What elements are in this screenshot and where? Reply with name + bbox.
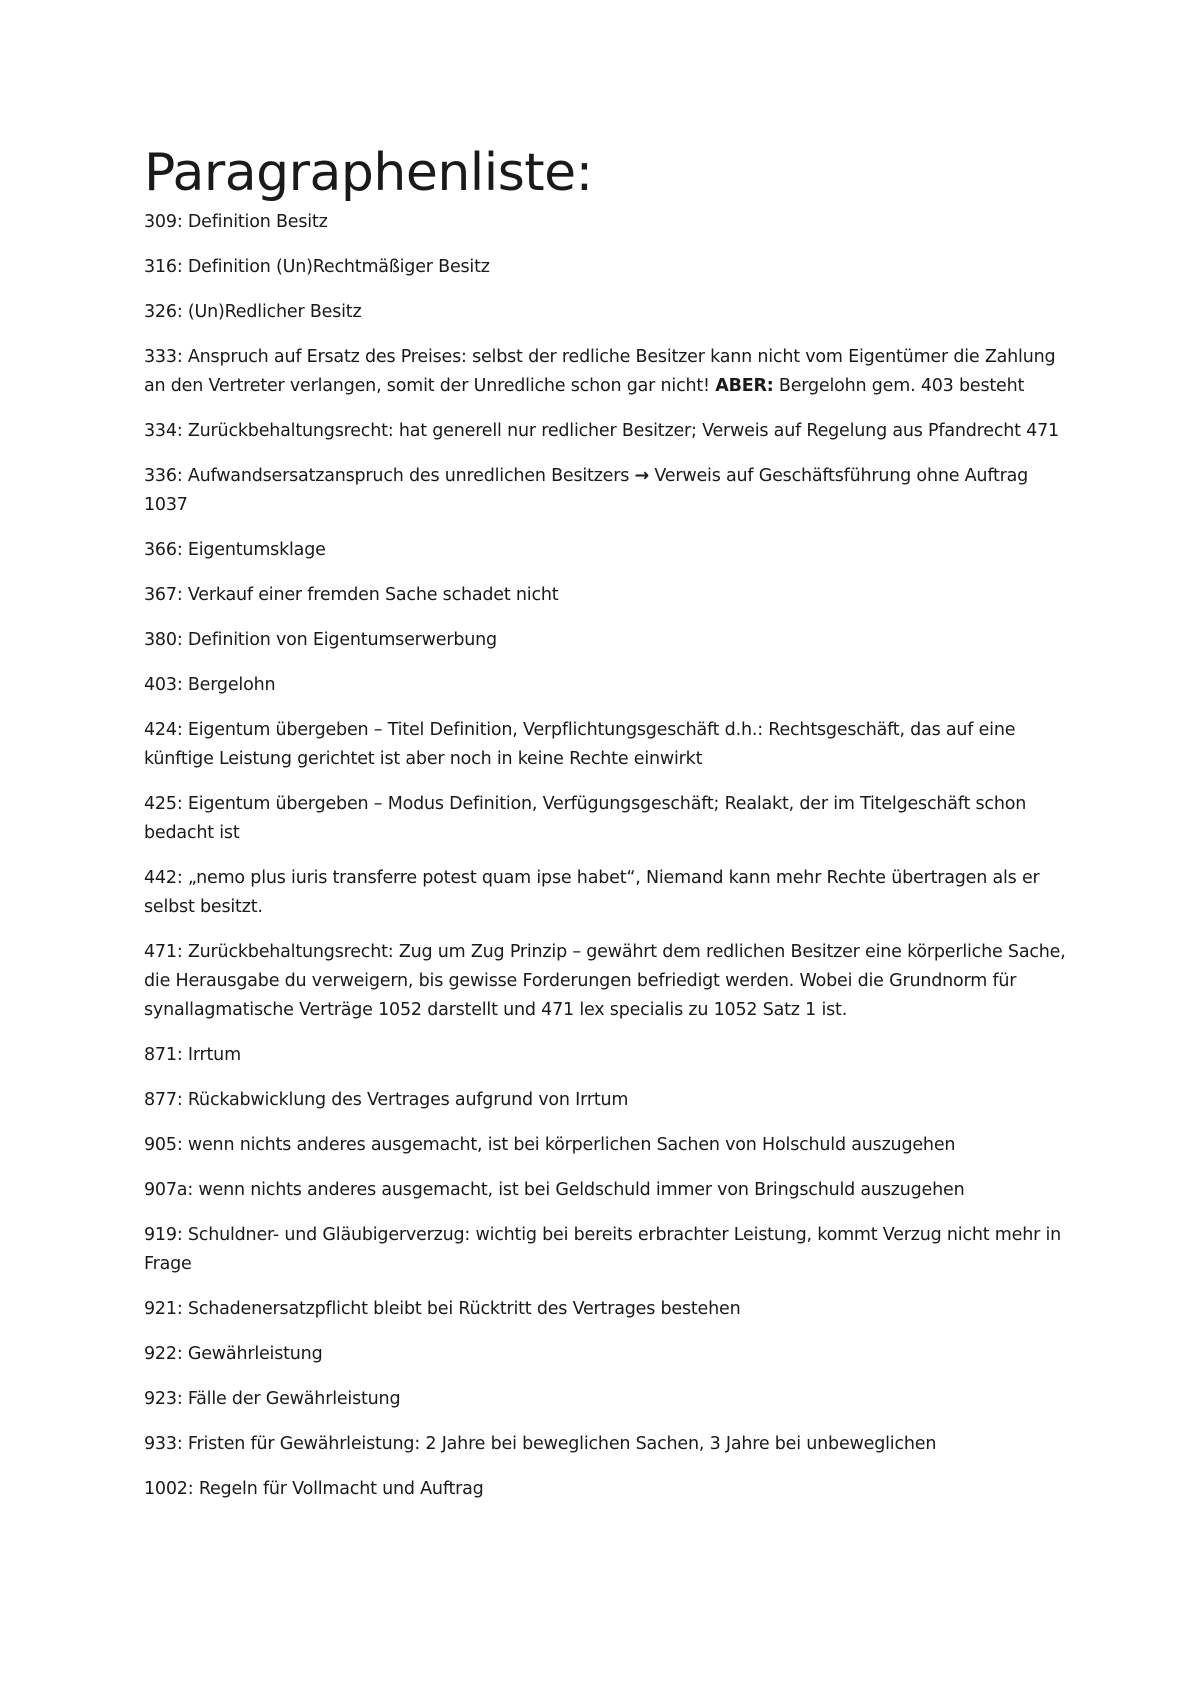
paragraph-number: 367 <box>144 585 177 605</box>
separator: : <box>187 1479 199 1499</box>
paragraph-entry <box>144 1385 1074 1414</box>
paragraph-entry <box>144 716 1074 774</box>
separator: : <box>176 675 188 695</box>
separator: : <box>176 540 188 560</box>
paragraph-entry <box>144 1086 1074 1115</box>
separator: : <box>176 868 188 888</box>
separator: : <box>176 1344 188 1364</box>
separator: : <box>176 1389 188 1409</box>
paragraph-entry <box>144 938 1074 1025</box>
paragraph-description: Eigentum übergeben – Modus Definition, Verfügungsgeschäft; Realakt, der im Titelgeschäft schon bedacht ist <box>144 794 1027 843</box>
paragraph-entry <box>144 626 1074 655</box>
paragraph-entry <box>144 1340 1074 1369</box>
separator: : <box>187 1180 199 1200</box>
separator: : <box>176 466 188 486</box>
paragraph-number: 933 <box>144 1434 177 1454</box>
separator: : <box>176 1299 188 1319</box>
paragraph-description: Zurückbehaltungsrecht: hat generell nur redlicher Besitzer; Verweis auf Regelung aus Pfandrecht 471 <box>187 421 1059 441</box>
separator: : <box>176 1225 188 1245</box>
separator: : <box>176 720 188 740</box>
paragraph-description: Bergelohn <box>187 675 276 695</box>
paragraph-number: 922 <box>144 1344 177 1364</box>
separator: : <box>176 585 188 605</box>
paragraph-number: 316 <box>144 257 177 277</box>
paragraph-description: Definition von Eigentumserwerbung <box>187 630 497 650</box>
paragraph-number: 871 <box>144 1045 177 1065</box>
paragraph-description: Eigentumsklage <box>187 540 326 560</box>
paragraph-description: Eigentum übergeben – Titel Definition, Verpflichtungsgeschäft d.h.: Rechtsgeschäft, das auf eine künftige Leistung gerichtet ist aber noch in keine Rechte einwirkt <box>144 720 1016 769</box>
paragraph-entry <box>144 790 1074 848</box>
separator: : <box>176 212 188 232</box>
paragraph-number: 366 <box>144 540 177 560</box>
separator: : <box>176 942 188 962</box>
paragraph-description: Definition (Un)Rechtmäßiger Besitz <box>187 257 490 277</box>
paragraph-description-continued: Bergelohn gem. 403 besteht <box>778 376 1025 396</box>
emphasis-label: ABER: <box>715 376 774 396</box>
paragraph-description: Zurückbehaltungsrecht: Zug um Zug Prinzip – gewährt dem redlichen Besitzer eine körperliche Sache, die Herausgabe du verweigern, bis gewisse Forderungen befriedigt werden. Wobei die Grundnorm für synallagmatische Verträge 1052 darstellt und 471 lex specialis zu 1052 Satz 1 ist. <box>144 942 1066 1020</box>
separator: : <box>176 794 188 814</box>
document-page <box>144 140 1074 1520</box>
paragraph-description: Definition Besitz <box>187 212 328 232</box>
paragraph-description: „nemo plus iuris transferre potest quam ipse habet“, Niemand kann mehr Rechte übertragen als er selbst besitzt. <box>144 868 1040 917</box>
paragraph-entry <box>144 671 1074 700</box>
paragraph-entry <box>144 1295 1074 1324</box>
separator: : <box>176 347 188 367</box>
paragraph-description: Rückabwicklung des Vertrages aufgrund von Irrtum <box>187 1090 629 1110</box>
paragraph-description: Irrtum <box>187 1045 241 1065</box>
paragraph-entry <box>144 1041 1074 1070</box>
paragraph-number: 442 <box>144 868 177 888</box>
paragraph-entry <box>144 1475 1074 1504</box>
paragraph-description: Gewährleistung <box>187 1344 323 1364</box>
paragraph-entry <box>144 1430 1074 1459</box>
paragraph-number: 919 <box>144 1225 177 1245</box>
separator: : <box>176 1135 188 1155</box>
paragraph-entry <box>144 298 1074 327</box>
paragraph-description: Schadenersatzpflicht bleibt bei Rücktritt des Vertrages bestehen <box>187 1299 741 1319</box>
paragraph-description-continued: Verweis auf Geschäftsführung ohne Auftrag 1037 <box>144 466 1029 515</box>
paragraph-number: 403 <box>144 675 177 695</box>
paragraph-number: 471 <box>144 942 177 962</box>
paragraph-number: 425 <box>144 794 177 814</box>
paragraph-number: 326 <box>144 302 177 322</box>
paragraph-entry <box>144 864 1074 922</box>
paragraph-description: Aufwandsersatzanspruch des unredlichen Besitzers <box>187 466 630 486</box>
separator: : <box>176 302 188 322</box>
paragraph-number: 424 <box>144 720 177 740</box>
separator: : <box>176 630 188 650</box>
paragraph-description: Schuldner- und Gläubigerverzug: wichtig bei bereits erbrachter Leistung, kommt Verzug nicht mehr in Frage <box>144 1225 1062 1274</box>
paragraph-entry <box>144 1221 1074 1279</box>
paragraph-number: 877 <box>144 1090 177 1110</box>
paragraph-description: Fristen für Gewährleistung: 2 Jahre bei beweglichen Sachen, 3 Jahre bei unbeweglichen <box>187 1434 937 1454</box>
paragraph-list <box>144 208 1074 1504</box>
paragraph-number: 309 <box>144 212 177 232</box>
paragraph-number: 923 <box>144 1389 177 1409</box>
paragraph-entry <box>144 253 1074 282</box>
paragraph-entry <box>144 1131 1074 1160</box>
separator: : <box>176 421 188 441</box>
paragraph-entry <box>144 462 1074 520</box>
paragraph-description: Verkauf einer fremden Sache schadet nicht <box>187 585 559 605</box>
paragraph-description: wenn nichts anderes ausgemacht, ist bei körperlichen Sachen von Holschuld auszugehen <box>187 1135 956 1155</box>
paragraph-entry <box>144 536 1074 565</box>
separator: : <box>176 1045 188 1065</box>
paragraph-entry <box>144 208 1074 237</box>
paragraph-number: 905 <box>144 1135 177 1155</box>
paragraph-entry <box>144 581 1074 610</box>
paragraph-number: 907a <box>144 1180 188 1200</box>
arrow-right-icon: → <box>634 466 650 486</box>
separator: : <box>176 257 188 277</box>
paragraph-description: (Un)Redlicher Besitz <box>187 302 362 322</box>
paragraph-entry <box>144 1176 1074 1205</box>
paragraph-description: Regeln für Vollmacht und Auftrag <box>198 1479 484 1499</box>
paragraph-description: wenn nichts anderes ausgemacht, ist bei Geldschuld immer von Bringschuld auszugehen <box>198 1180 965 1200</box>
paragraph-number: 380 <box>144 630 177 650</box>
separator: : <box>176 1434 188 1454</box>
paragraph-description: Anspruch auf Ersatz des Preises: selbst der redliche Besitzer kann nicht vom Eigentümer die Zahlung an den Vertreter verlangen, somit der Unredliche schon gar nicht! <box>144 347 1056 396</box>
paragraph-description: Fälle der Gewährleistung <box>187 1389 401 1409</box>
paragraph-number: 333 <box>144 347 177 367</box>
paragraph-number: 1002 <box>144 1479 188 1499</box>
document-title: Paragraphenliste: <box>144 143 593 203</box>
separator: : <box>176 1090 188 1110</box>
paragraph-number: 336 <box>144 466 177 486</box>
paragraph-number: 921 <box>144 1299 177 1319</box>
paragraph-number: 334 <box>144 421 177 441</box>
paragraph-entry <box>144 343 1074 401</box>
paragraph-entry <box>144 417 1074 446</box>
